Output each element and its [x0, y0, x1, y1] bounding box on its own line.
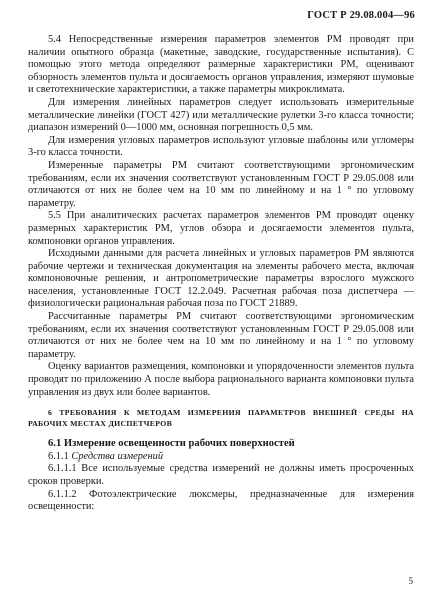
- paragraph: 5.4 Непосредственные измерения параметров элементов РМ проводят при наличии опытного образца (макетные, заводские, государственные испытания). С помощью этого метода определяют размерные характеристики РМ, оценивают обзорность элементов пульта и досягаемость органов управления, измеряют шумовые и светотехнические характеристики, а также параметры микроклимата.: [28, 34, 414, 96]
- paragraph: 6.1.1.2 Фотоэлектрические люксмеры, предназначенные для измерения освещенности:: [28, 488, 414, 513]
- paragraph: 6.1.1.1 Все используемые средства измерений не должны иметь просроченных сроков проверки.: [28, 463, 414, 487]
- paragraph: Оценку вариантов размещения, компоновки и упорядоченности элементов пульта проводят по приложению А после выбора рационального варианта компоновки пульта управления из двух или более вариантов.: [28, 361, 414, 398]
- item-number: 6.1.1: [48, 450, 69, 462]
- page-number: 5: [408, 576, 413, 586]
- paragraph: 5.5 При аналитических расчетах параметров элементов РМ проводят оценку размерных характеристик РМ, углов обзора и досягаемости элементов пульта, компоновки органов управления.: [28, 210, 414, 247]
- subsection-heading: 6.1 Измерение освещенности рабочих поверхностей: [48, 438, 295, 450]
- spacer: [28, 399, 414, 408]
- document-header: ГОСТ Р 29.08.004—96: [307, 10, 415, 21]
- item-title: Средства измерений: [71, 450, 164, 462]
- paragraph: Исходными данными для расчета линейных и угловых параметров РМ являются рабочие чертежи и техническая документация на элементы рабочего места, включая компоновочные решения, и антропометрические параметры взрослого мужского населения, установленные ГОСТ 12.2.049. Расчетная рабочая поза диспетчера — физиологически рациональная рабочая поза по ГОСТ 21889.: [28, 248, 414, 310]
- item-6-1-1: [28, 451, 414, 464]
- section-heading: 6 ТРЕБОВАНИЯ К МЕТОДАМ ИЗМЕРЕНИЯ ПАРАМЕТРОВ ВНЕШНЕЙ СРЕДЫ НА РАБОЧИХ МЕСТАХ ДИСПЕТЧЕРОВ: [28, 408, 414, 428]
- document-body: [28, 34, 414, 514]
- paragraph: Для измерения линейных параметров следует использовать измерительные металлические линейки (ГОСТ 427) или металлические рулетки 3-го класса точности; диапазон измерений 0—1000 мм, основная погрешность 0,5 мм.: [28, 96, 414, 134]
- spacer: [28, 429, 414, 438]
- paragraph: Для измерения угловых параметров используют угловые шаблоны или угломеры 3-го класса точности.: [28, 134, 414, 159]
- paragraph: Измеренные параметры РМ считают соответствующими эргономическим требованиям, если их значения соответствуют установленным ГОСТ Р 29.05.008 или отличаются от них не более чем на 10 мм по линейному и на 1 ° по угловому параметру.: [28, 159, 414, 209]
- paragraph: Рассчитанные параметры РМ считают соответствующими эргономическим требованиям, если их значения соответствуют установленным ГОСТ Р 29.05.008 или отличаются от них не более чем на 10 мм по линейному и на 1 ° по угловому параметру.: [28, 311, 414, 360]
